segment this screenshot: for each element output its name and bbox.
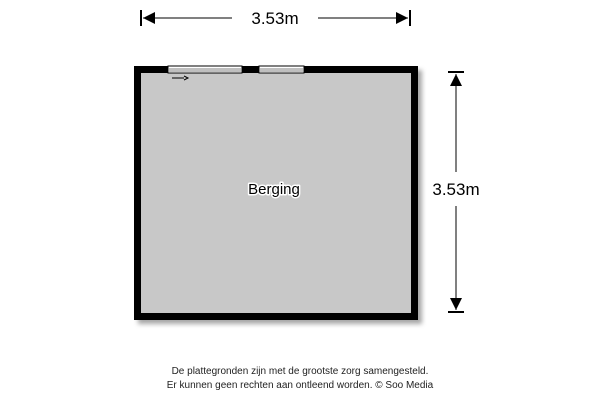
footer-line-1: De plattegronden zijn met de grootste zorg samengesteld.: [171, 366, 429, 377]
depth-dimension: [432, 72, 479, 312]
width-dimension: [141, 9, 410, 28]
room-label: Berging: [248, 181, 300, 198]
window-right: [259, 66, 304, 73]
footer-disclaimer: [0, 365, 600, 393]
window-left: [168, 66, 242, 73]
footer-line-2: Er kunnen geen rechten aan ontleend worden. © Soo Media: [166, 380, 434, 391]
depth-dimension-label: 3.53m: [432, 180, 480, 199]
width-dimension-label: 3.53m: [251, 9, 299, 28]
